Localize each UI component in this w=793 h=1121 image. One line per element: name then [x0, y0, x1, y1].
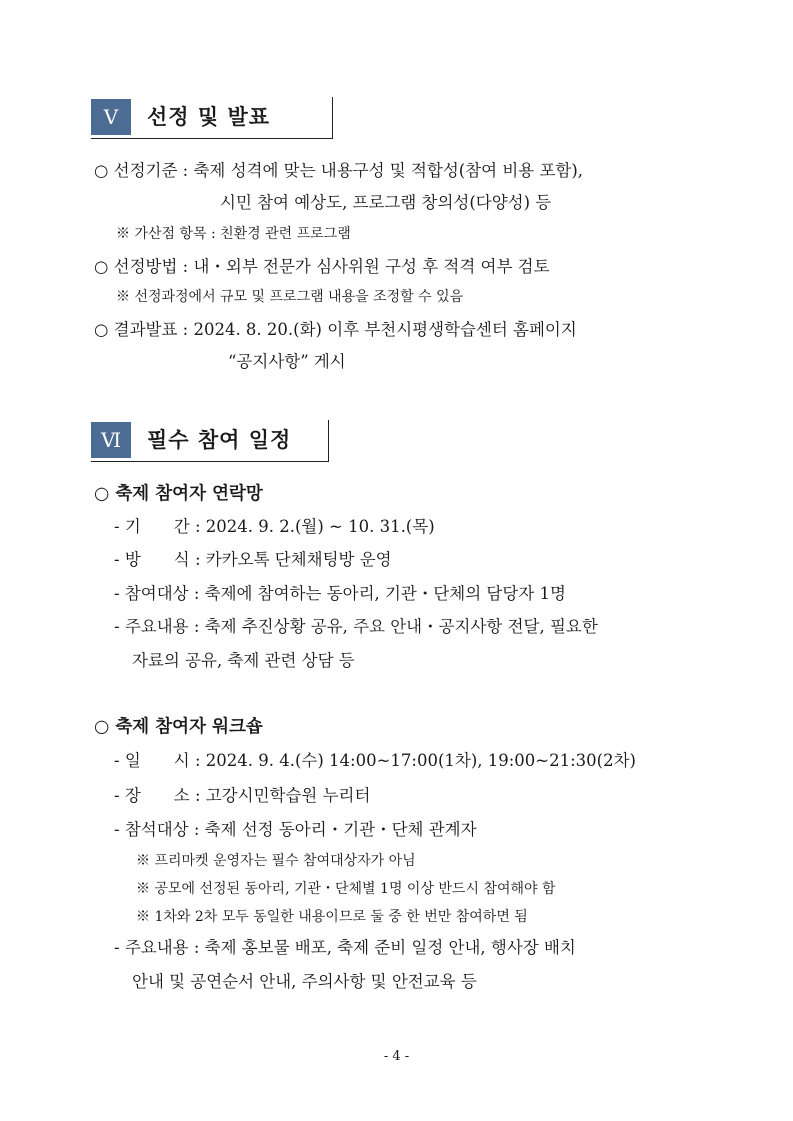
contact-content-cont: 자료의 공유, 축제 관련 상담 등 [132, 651, 355, 670]
workshop-datetime: - 일 시 : 2024. 9. 4.(수) 14:00~17:00(1차), 19:00~21:30(2차) [114, 751, 636, 770]
contact-method: - 방 식 : 카카오톡 단체채팅방 운영 [114, 550, 392, 569]
section-5-title: 선정 및 발표 [147, 105, 271, 129]
selection-criteria-cont: 시민 참여 예상도, 프로그램 창의성(다양성) 등 [220, 193, 552, 212]
section-5-header [91, 97, 333, 139]
bonus-note: ※ 가산점 항목 : 친환경 관련 프로그램 [116, 226, 351, 242]
section-6-vline [328, 420, 329, 462]
section-6-title: 필수 참여 일정 [147, 428, 292, 452]
section-5-underline [91, 138, 333, 139]
workshop-content: - 주요내용 : 축제 홍보물 배포, 축제 준비 일정 안내, 행사장 배치 [114, 938, 576, 957]
section-5-vline [332, 97, 333, 139]
contact-content: - 주요내용 : 축제 추진상황 공유, 주요 안내・공지사항 전달, 필요한 [114, 617, 598, 636]
result-announcement-cont: “공지사항” 게시 [228, 352, 346, 371]
workshop-content-cont: 안내 및 공연순서 안내, 주의사항 및 안전교육 등 [132, 972, 477, 991]
contact-period: - 기 간 : 2024. 9. 2.(월) ~ 10. 31.(목) [114, 517, 435, 536]
workshop-heading: ○ 축제 참여자 워크숍 [94, 717, 263, 737]
selection-process-note: ※ 선정과정에서 규모 및 프로그램 내용을 조정할 수 있음 [116, 289, 464, 305]
workshop-place: - 장 소 : 고강시민학습원 누리터 [114, 786, 371, 805]
workshop-note-3: ※ 1차와 2차 모두 동일한 내용이므로 둘 중 한 번만 참여하면 됨 [136, 909, 528, 925]
selection-method: ○ 선정방법 : 내・외부 전문가 심사위원 구성 후 적격 여부 검토 [94, 257, 550, 276]
section-6-header [91, 420, 329, 462]
page-number: - 4 - [383, 1049, 410, 1064]
workshop-note-1: ※ 프리마켓 운영자는 필수 참여대상자가 아님 [136, 853, 416, 869]
result-announcement: ○ 결과발표 : 2024. 8. 20.(화) 이후 부천시평생학습센터 홈페이지 [94, 320, 577, 339]
section-6-number: Ⅵ [91, 422, 131, 458]
contact-heading: ○ 축제 참여자 연락망 [94, 484, 263, 504]
section-6-underline [91, 461, 329, 462]
workshop-note-2: ※ 공모에 선정된 동아리, 기관・단체별 1명 이상 반드시 참여해야 함 [136, 881, 556, 897]
section-5-number: Ⅴ [91, 99, 131, 135]
workshop-target: - 참석대상 : 축제 선정 동아리・기관・단체 관계자 [114, 820, 477, 839]
contact-target: - 참여대상 : 축제에 참여하는 동아리, 기관・단체의 담당자 1명 [114, 584, 566, 603]
selection-criteria: ○ 선정기준 : 축제 성격에 맞는 내용구성 및 적합성(참여 비용 포함), [94, 161, 583, 180]
